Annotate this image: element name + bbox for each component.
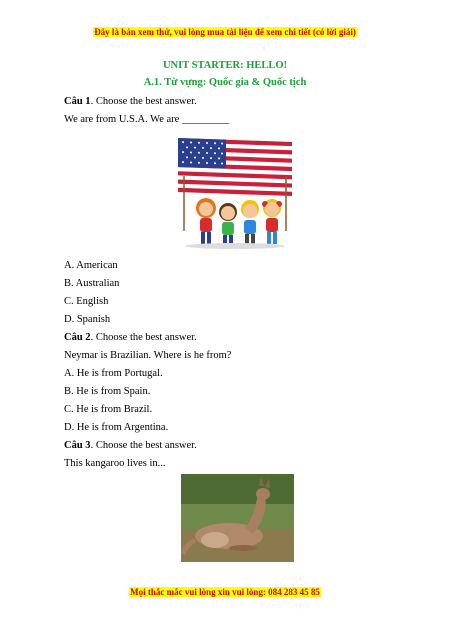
kid-2	[219, 203, 237, 246]
q2-option-a: A. He is from Portugal.	[64, 368, 163, 379]
kid-4	[262, 199, 282, 244]
q1-option-a: A. American	[64, 260, 118, 271]
us-flag-image	[178, 138, 292, 196]
kid-3	[241, 200, 259, 245]
bottom-contact-banner	[0, 587, 450, 597]
section-title: A.1. Từ vựng: Quốc gia & Quốc tịch	[143, 77, 307, 88]
question-2-prompt: Neymar is Brazilian. Where is he from?	[64, 350, 232, 361]
top-banner-text: Đây là bản xem thử, vui lòng mua tài liệu để xem chi tiết (có lời giải)	[94, 27, 356, 37]
q2-option-d: D. He is from Argentina.	[64, 422, 169, 433]
top-preview-banner	[0, 27, 450, 37]
question-2-label: Câu 2	[64, 332, 91, 343]
question-2-instruction: . Choose the best answer.	[90, 332, 197, 343]
bottom-banner-text: Mọi thắc mắc vui lòng xin vui lòng: 084 283 45 85	[130, 587, 320, 597]
question-1-label: Câu 1	[64, 96, 91, 107]
question-3-header	[64, 440, 197, 451]
q1-option-d: D. Spanish	[64, 314, 111, 325]
q2-option-b: B. He is from Spain.	[64, 386, 151, 397]
us-flag-kids-illustration	[176, 136, 294, 252]
q1-option-c: C. English	[64, 296, 109, 307]
q2-option-c: C. He is from Brazil.	[64, 404, 153, 415]
q1-option-b: B. Australian	[64, 278, 120, 289]
kid-1	[196, 198, 216, 244]
question-3-label: Câu 3	[64, 440, 91, 451]
question-2-header	[64, 332, 197, 343]
kangaroo-photo	[181, 474, 294, 562]
question-3-prompt: This kangaroo lives in...	[64, 458, 166, 469]
unit-title: UNIT STARTER: HELLO!	[162, 60, 288, 71]
question-3-instruction: . Choose the best answer.	[90, 440, 197, 451]
question-1-header	[64, 96, 197, 107]
question-1-instruction: . Choose the best answer.	[90, 96, 197, 107]
question-1-prompt: We are from U.S.A. We are _________	[64, 114, 230, 125]
